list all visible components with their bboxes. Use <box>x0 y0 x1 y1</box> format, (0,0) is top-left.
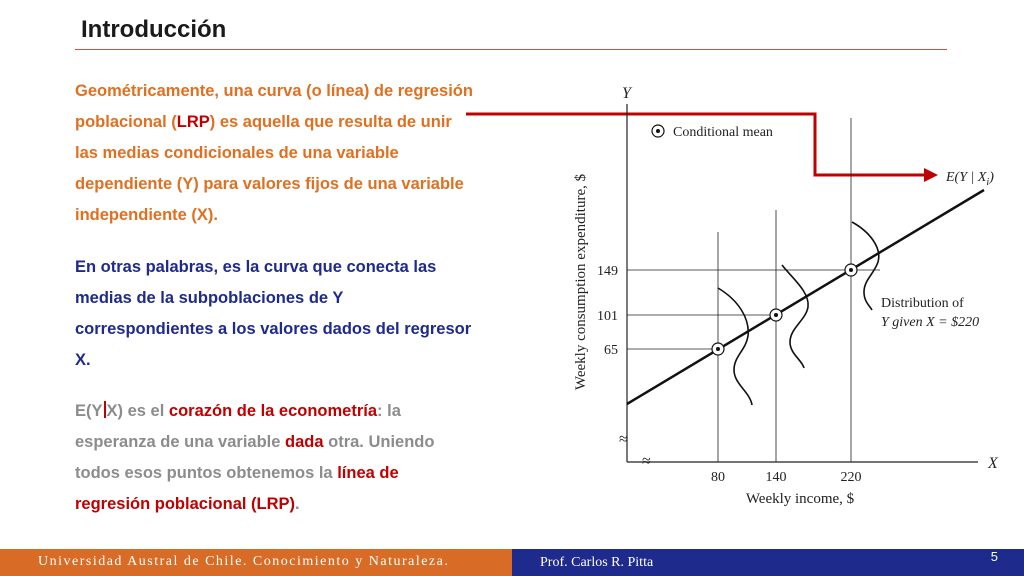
line-label-main: E(Y | X <box>946 170 987 185</box>
paragraph-heart-mid: : la esperanza de una variable <box>75 402 401 451</box>
x-axis-title: Weekly income, $ <box>745 491 855 507</box>
y-axis-break: ≈ <box>619 431 628 448</box>
footer-university: Universidad Austral de Chile. Conocimiento y Naturaleza. <box>38 554 450 569</box>
legend-label: Conditional mean <box>673 125 773 140</box>
x-tick-140: 140 <box>765 470 787 485</box>
x-axis-symbol: X <box>988 455 998 472</box>
callout-arrow-line <box>466 114 926 175</box>
page-number: 5 <box>990 549 998 564</box>
x-axis-break: ≈ <box>642 453 651 470</box>
slide-title: Introducción <box>81 16 227 43</box>
mean-dot-80 <box>716 347 720 351</box>
x-tick-80: 80 <box>711 470 725 485</box>
line-label-close: ) <box>989 170 994 185</box>
distribution-note-line2: Y given X = $220 <box>881 315 980 330</box>
x-tick-220: 220 <box>840 470 862 485</box>
legend-dot <box>656 129 660 133</box>
y-tick-149: 149 <box>597 264 618 279</box>
lrp-full-phrase: línea de regresión poblacional (LRP) <box>75 464 399 513</box>
line-label-sub: i <box>986 177 990 188</box>
expectation-open: E(Y <box>75 402 103 420</box>
mean-dot-220 <box>849 268 853 272</box>
paragraph-heart-after: otra. Uniendo todos esos puntos obtenemos la <box>75 433 435 482</box>
heart-phrase: corazón de la econometría <box>168 402 378 420</box>
expectation-close: X) es el <box>106 402 169 420</box>
y-tick-101: 101 <box>597 309 618 324</box>
y-axis-title: Weekly consumption expenditure, $ <box>573 173 589 391</box>
line-label <box>945 170 994 188</box>
paragraph-other-words: En otras palabras, es la curva que conecta las medias de la subpoblaciones de Y correspondientes a los valores dados del regresor X. <box>75 258 472 369</box>
y-tick-65: 65 <box>604 343 618 358</box>
paragraph-heart-end: . <box>295 495 300 513</box>
dada-word: dada <box>285 433 324 451</box>
y-axis-symbol: Y <box>622 85 631 102</box>
mean-dot-140 <box>774 313 778 317</box>
distribution-note-line1: Distribution of <box>881 296 964 311</box>
footer-bar <box>0 549 1024 576</box>
paragraph-definition-post: ) es aquella que resulta de unir las medias condicionales de una variable dependiente (Y) para valores fijos de una variable independiente (X). <box>75 113 464 224</box>
footer-author: Prof. Carlos R. Pitta <box>540 555 654 570</box>
callout-arrow-head <box>924 168 938 182</box>
footer-author-box <box>512 549 1024 576</box>
lrp-abbrev: LRP <box>176 113 210 131</box>
paragraph-definition-pre: Geométricamente, una curva (o línea) de regresión poblacional ( <box>75 82 473 131</box>
distribution-curve-140 <box>782 265 808 368</box>
